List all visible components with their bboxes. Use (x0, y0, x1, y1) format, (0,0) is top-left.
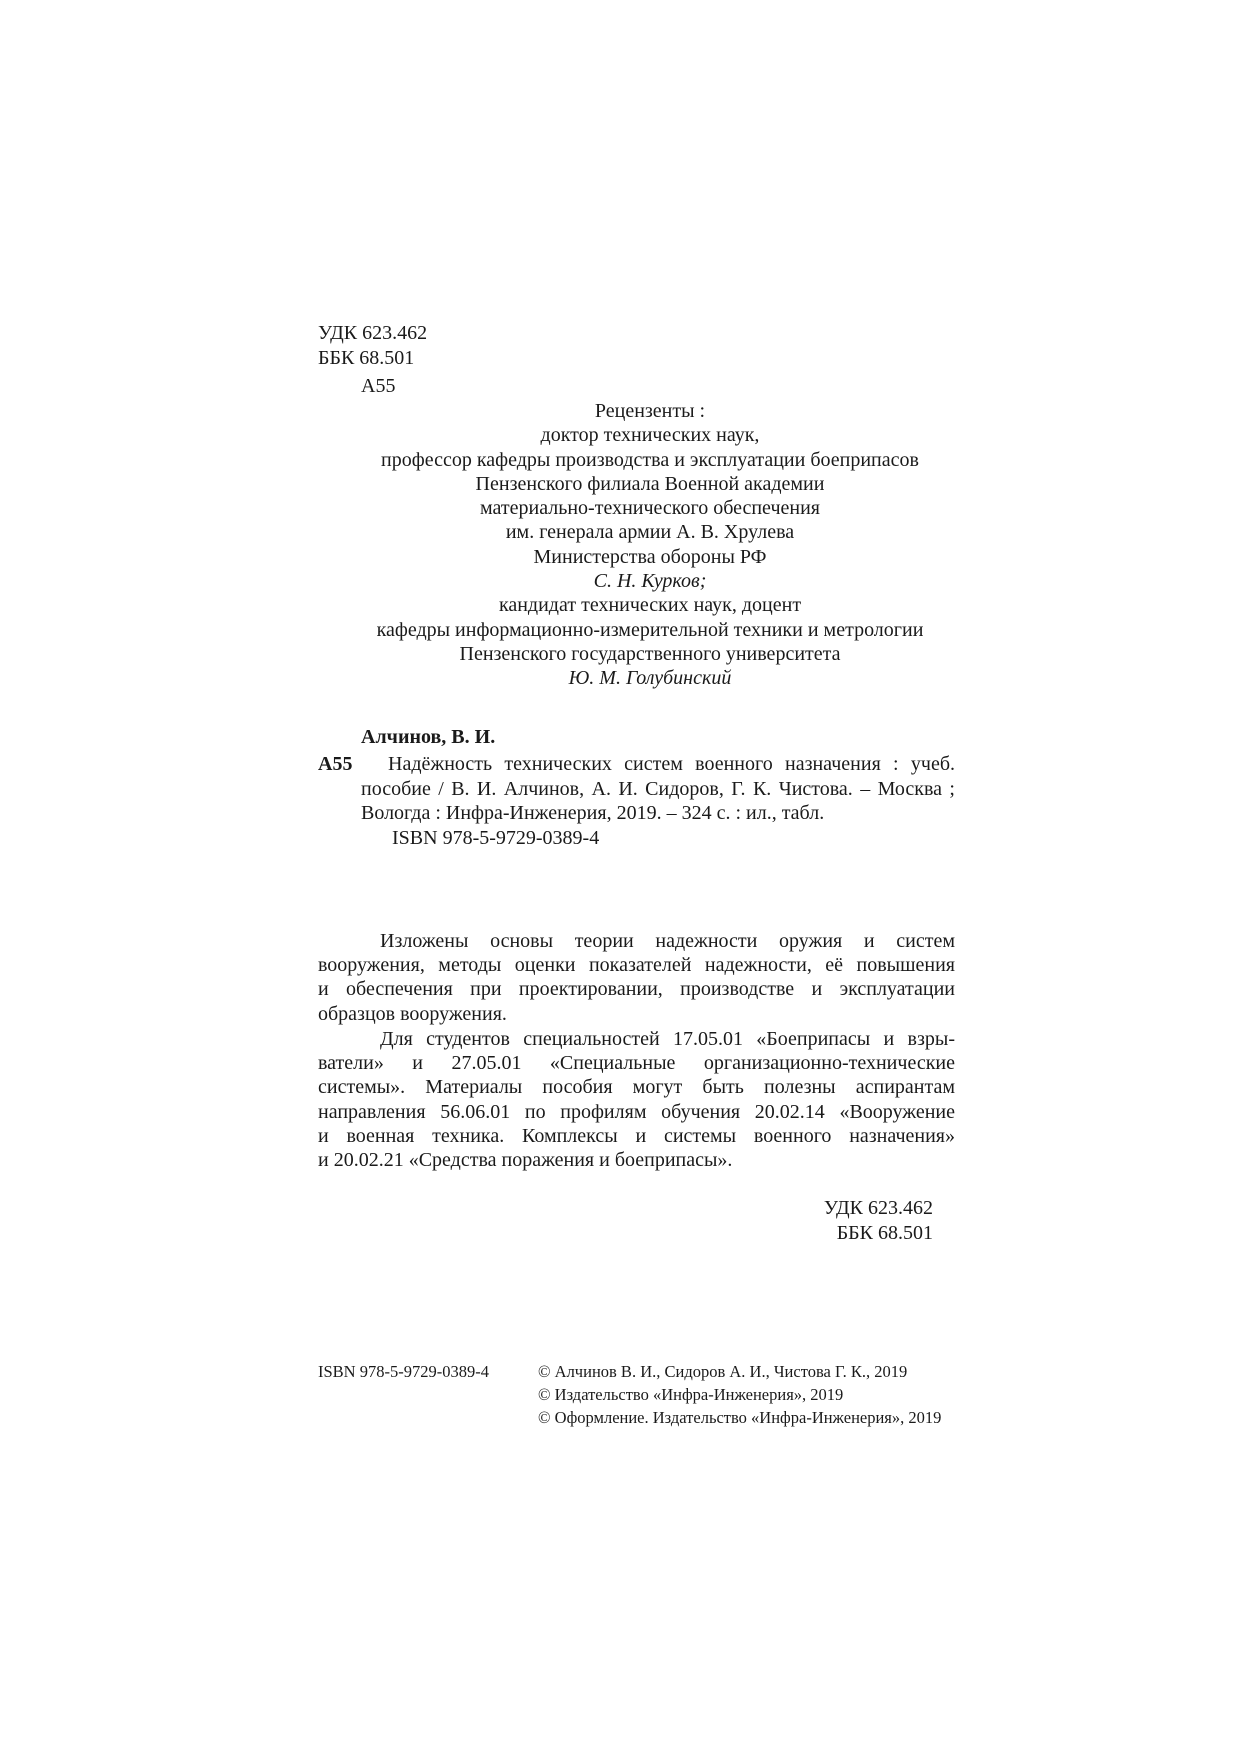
catalog-isbn: ISBN 978-5-9729-0389-4 (392, 827, 600, 849)
catalog-line: пособие / В. И. Алчинов, А. И. Сидоров, Г. К. Чистова. – Москва ; (361, 778, 955, 800)
abstract-p1-rest (318, 953, 955, 1026)
copyright-line: © Алчинов В. И., Сидоров А. И., Чистова Г. К., 2019 (538, 1362, 908, 1381)
catalog-description-rest (361, 777, 955, 826)
bbk-code-right: ББК 68.501 (836, 1222, 933, 1244)
abstract-line: и военная техника. Комплексы и системы военного назначения» (318, 1124, 955, 1147)
reviewer-line: Пензенского филиала Военной академии (475, 472, 825, 495)
reviewer-line: материально-технического обеспечения (480, 497, 820, 520)
abstract-line: системы». Материалы пособия могут быть полезны аспирантам (318, 1076, 955, 1099)
abstract-line: и обеспечения при проектировании, производстве и эксплуатации (318, 978, 955, 1001)
reviewer-line: доктор технических наук, (540, 424, 760, 447)
reviewer-name: Ю. М. Голубинский (568, 667, 732, 690)
reviewer-line: им. генерала армии А. В. Хрулева (505, 521, 795, 544)
abstract-line: направления 56.06.01 по профилям обучения 20.02.14 «Вооружение (318, 1100, 955, 1123)
catalog-line: Надёжность технических систем военного назначения : учеб. (388, 753, 955, 775)
udk-code-right: УДК 623.462 (823, 1197, 933, 1219)
reviewers-block (300, 399, 1000, 691)
abstract-p2-first (380, 1027, 955, 1051)
copyright-line: © Издательство «Инфра-Инженерия», 2019 (538, 1385, 844, 1404)
abstract-line: Для студентов специальностей 17.05.01 «Боеприпасы и взры- (380, 1028, 955, 1050)
reviewer-line: профессор кафедры производства и эксплуатации боеприпасов (381, 448, 919, 471)
reviewer-line: Министерства обороны РФ (533, 545, 767, 568)
copyright-isbn: ISBN 978-5-9729-0389-4 (318, 1362, 489, 1381)
copyright-line: © Оформление. Издательство «Инфра-Инженерия», 2019 (538, 1408, 942, 1427)
abstract-line: вооружения, методы оценки показателей надежности, её повышения (318, 954, 955, 976)
abstract-line: образцов вооружения. (318, 1002, 507, 1025)
abstract-line: ватели» и 27.05.01 «Специальные организационно-технические (318, 1052, 955, 1074)
abstract-p2-rest (318, 1051, 955, 1172)
author-mark: А55 (361, 375, 396, 397)
abstract-p1-first (380, 929, 955, 953)
catalog-line: Вологда : Инфра-Инженерия, 2019. – 324 с. : ил., табл. (361, 802, 825, 825)
reviewer-line: кафедры информационно-измерительной техники и метрологии (376, 618, 924, 641)
bbk-code: ББК 68.501 (318, 347, 415, 369)
reviewer-line: кандидат технических наук, доцент (498, 594, 802, 617)
abstract-line: Изложены основы теории надежности оружия и систем (380, 930, 955, 952)
catalog-description-first (388, 752, 955, 776)
reviewer-name: С. Н. Курков; (593, 570, 707, 593)
abstract-line: и 20.02.21 «Средства поражения и боеприпасы». (318, 1149, 733, 1172)
udk-code: УДК 623.462 (318, 322, 428, 344)
reviewers-title: Рецензенты : (594, 400, 706, 422)
reviewer-line: Пензенского государственного университета (459, 642, 841, 665)
catalog-author: Алчинов, В. И. (361, 726, 496, 748)
catalog-code: А55 (318, 753, 353, 775)
